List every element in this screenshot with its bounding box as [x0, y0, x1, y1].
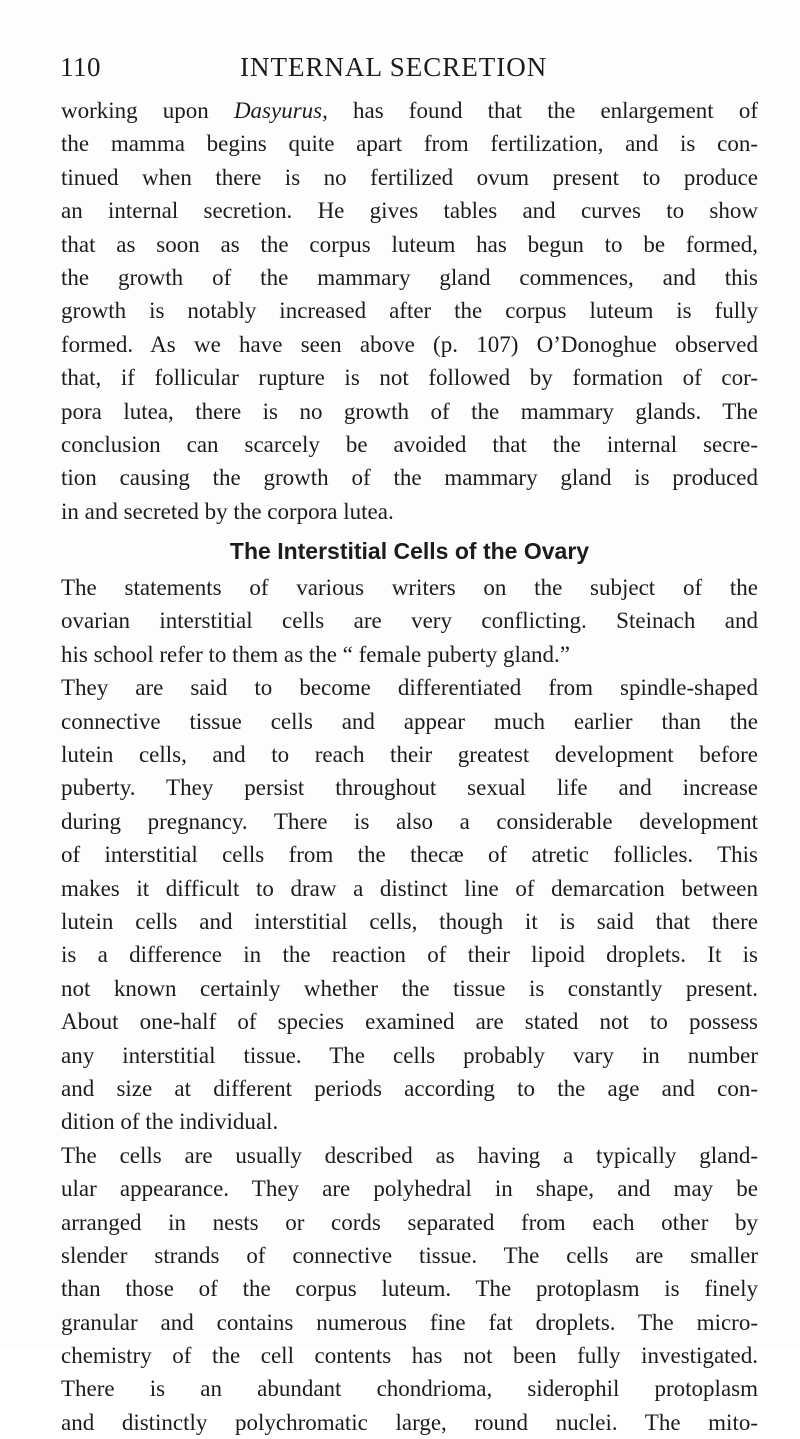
- text-line: of interstitial cells from the thecæ of atretic follicles. This: [61, 842, 758, 868]
- text-line: lutein cells, and to reach their greatest development before: [61, 742, 758, 768]
- text-line: ovarian interstitial cells are very conflicting. Steinach and: [61, 608, 758, 634]
- text-line: There is an abundant chondrioma, siderophil protoplasm: [61, 1376, 758, 1402]
- text-line: not known certainly whether the tissue is constantly present.: [61, 975, 758, 1001]
- text-line: slender strands of connective tissue. The cells are smaller: [61, 1242, 758, 1268]
- text-line: an internal secretion. He gives tables and curves to show: [61, 198, 758, 224]
- text-line: [61, 94, 758, 127]
- text-line: connective tissue cells and appear much earlier than the: [61, 708, 758, 734]
- text-line: is a difference in the reaction of their lipoid droplets. It is: [61, 942, 758, 968]
- text-line: growth is notably increased after the corpus luteum is fully: [61, 298, 758, 324]
- text-line: The statements of various writers on the subject of the: [61, 575, 758, 601]
- text-line: makes it difficult to draw a distinct line of demarcation between: [61, 875, 758, 901]
- text-line: tion causing the growth of the mammary gland is produced: [61, 465, 758, 491]
- text-line: that, if follicular rupture is not followed by formation of cor-: [61, 365, 758, 391]
- text-line: They are said to become differentiated from spindle-shaped: [61, 675, 758, 701]
- text-line: ular appearance. They are polyhedral in shape, and may be: [61, 1176, 758, 1202]
- page-number: 110: [60, 52, 101, 82]
- text-line: and distinctly polychromatic large, round nuclei. The mito-: [61, 1409, 758, 1435]
- text-line: conclusion can scarcely be avoided that the internal secre-: [61, 431, 758, 457]
- paragraph-interstitial-statements: [61, 571, 758, 1139]
- text-span: , has found that the enlargement of: [322, 98, 758, 123]
- paragraph-cell-description: [61, 1139, 758, 1439]
- text-line: his school refer to them as the “ female puberty gland.”: [61, 641, 571, 667]
- text-line: the mamma begins quite apart from fertilization, and is con-: [61, 131, 758, 157]
- text-line: puberty. They persist throughout sexual life and increase: [61, 775, 758, 801]
- text-line: tinued when there is no fertilized ovum present to produce: [61, 164, 758, 190]
- paragraph-dasyurus: [61, 94, 758, 528]
- running-title: INTERNAL SECRETION: [240, 52, 548, 82]
- text-line: granular and contains numerous fine fat droplets. The micro-: [61, 1309, 758, 1335]
- text-line: arranged in nests or cords separated from each other by: [61, 1209, 758, 1235]
- text-line: dition of the individual.: [61, 1109, 279, 1135]
- body-text: [61, 94, 758, 1439]
- text-line: than those of the corpus luteum. The protoplasm is finely: [61, 1276, 758, 1302]
- running-head: [60, 52, 760, 88]
- text-line: and size at different periods according to the age and con-: [61, 1075, 758, 1101]
- section-heading: The Interstitial Cells of the Ovary: [229, 538, 590, 565]
- text-line: The cells are usually described as having a typically gland-: [61, 1142, 758, 1168]
- italic-species-name: Dasyurus: [233, 98, 323, 123]
- text-line: formed. As we have seen above (p. 107) O’Donoghue observed: [61, 331, 758, 357]
- text-line: any interstitial tissue. The cells probably vary in number: [61, 1042, 758, 1068]
- text-line: during pregnancy. There is also a considerable development: [61, 808, 758, 834]
- text-line: chemistry of the cell contents has not been fully investigated.: [61, 1343, 758, 1369]
- text-line: the growth of the mammary gland commences, and this: [61, 264, 758, 290]
- text-line: lutein cells and interstitial cells, though it is said that there: [61, 908, 758, 934]
- text-line: About one-half of species examined are stated not to possess: [61, 1009, 758, 1035]
- text-line: that as soon as the corpus luteum has begun to be formed,: [61, 231, 758, 257]
- text-span: working upon: [61, 98, 234, 123]
- text-line: in and secreted by the corpora lutea.: [61, 498, 394, 524]
- text-line: pora lutea, there is no growth of the mammary glands. The: [61, 398, 758, 424]
